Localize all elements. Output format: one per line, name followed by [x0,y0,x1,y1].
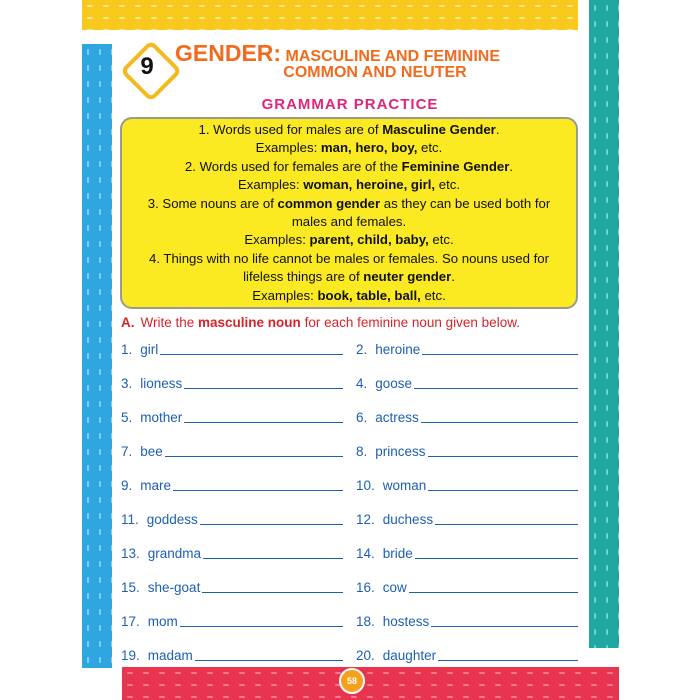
chapter-title-main: GENDER: [175,40,282,66]
answer-line[interactable] [422,342,578,355]
rule-4-cont: lifeless things are of neuter gender. [243,269,455,285]
answer-line[interactable] [202,580,343,593]
rules-box [120,117,578,309]
answer-line[interactable] [160,342,343,355]
rule-2-examples: Examples: woman, heroine, girl, etc. [237,177,461,193]
answer-line[interactable] [173,478,343,491]
chapter-title [175,40,555,67]
exercise-item-16: 16. cow [356,575,578,595]
exercise-item-9: 9. mare [121,473,343,493]
bottom-decorative-band [122,667,619,700]
exercise-item-11: 11. goddess [121,507,343,527]
exercise-item-20: 20. daughter [356,643,578,663]
exercise-item-18: 18. hostess [356,609,578,629]
answer-line[interactable] [203,546,343,559]
answer-line[interactable] [435,512,578,525]
rule-1-examples: Examples: man, hero, boy, etc. [255,140,443,156]
top-decorative-band [82,0,578,30]
exercise-item-8: 8. princess [356,439,578,459]
practice-heading: GRAMMAR PRACTICE [261,96,439,113]
left-decorative-band [82,44,112,668]
rule-4: 4. Things with no life cannot be males or females. So nouns used for [148,250,549,266]
exercise-letter: A. [121,315,135,330]
exercise-item-13: 13. grandma [121,541,343,561]
chapter-number: 9 [140,53,154,80]
rule-3: 3. Some nouns are of common gender as they can be used both for [147,195,551,211]
answer-line[interactable] [438,648,578,661]
page-number: 58 [339,668,365,694]
exercise-item-14: 14. bride [356,541,578,561]
exercise-item-7: 7. bee [121,439,343,459]
chapter-badge [122,42,172,92]
exercise-item-4: 4. goose [356,371,578,391]
answer-line[interactable] [428,478,578,491]
exercise-item-3: 3. lioness [121,371,343,391]
rule-1: 1. Words used for males are of Masculine Gender. [198,122,500,137]
answer-line[interactable] [431,614,578,627]
rule-3-examples: Examples: parent, child, baby, etc. [244,232,454,248]
exercise-item-5: 5. mother [121,405,343,425]
exercise-item-12: 12. duchess [356,507,578,527]
answer-line[interactable] [409,580,578,593]
right-decorative-band [589,0,619,648]
exercise-item-19: 19. madam [121,643,343,663]
answer-line[interactable] [415,546,578,559]
rule-3-cont: males and females. [291,214,407,230]
exercise-item-1: 1. girl [121,337,343,357]
answer-line[interactable] [180,614,343,627]
exercise-item-2: 2. heroine [356,337,578,357]
rule-2: 2. Words used for females are of the Feminine Gender. [184,158,514,174]
exercise-item-15: 15. she-goat [121,575,343,595]
answer-line[interactable] [428,444,578,457]
answer-line[interactable] [200,512,343,525]
answer-line[interactable] [184,376,343,389]
chapter-title-rest: MASCULINE AND FEMININE [285,48,501,65]
rule-4-examples: Examples: book, table, ball, etc. [252,287,446,303]
exercise-item-6: 6. actress [356,405,578,425]
exercise-item-17: 17. mom [121,609,343,629]
answer-line[interactable] [421,410,578,423]
answer-line[interactable] [414,376,578,389]
answer-line[interactable] [195,648,343,661]
chapter-subtitle: COMMON AND NEUTER [283,64,467,81]
exercise-instruction: A. Write the masculine noun for each feminine noun given below. [121,315,520,330]
answer-line[interactable] [184,410,343,423]
exercise-item-10: 10. woman [356,473,578,493]
answer-line[interactable] [165,444,343,457]
